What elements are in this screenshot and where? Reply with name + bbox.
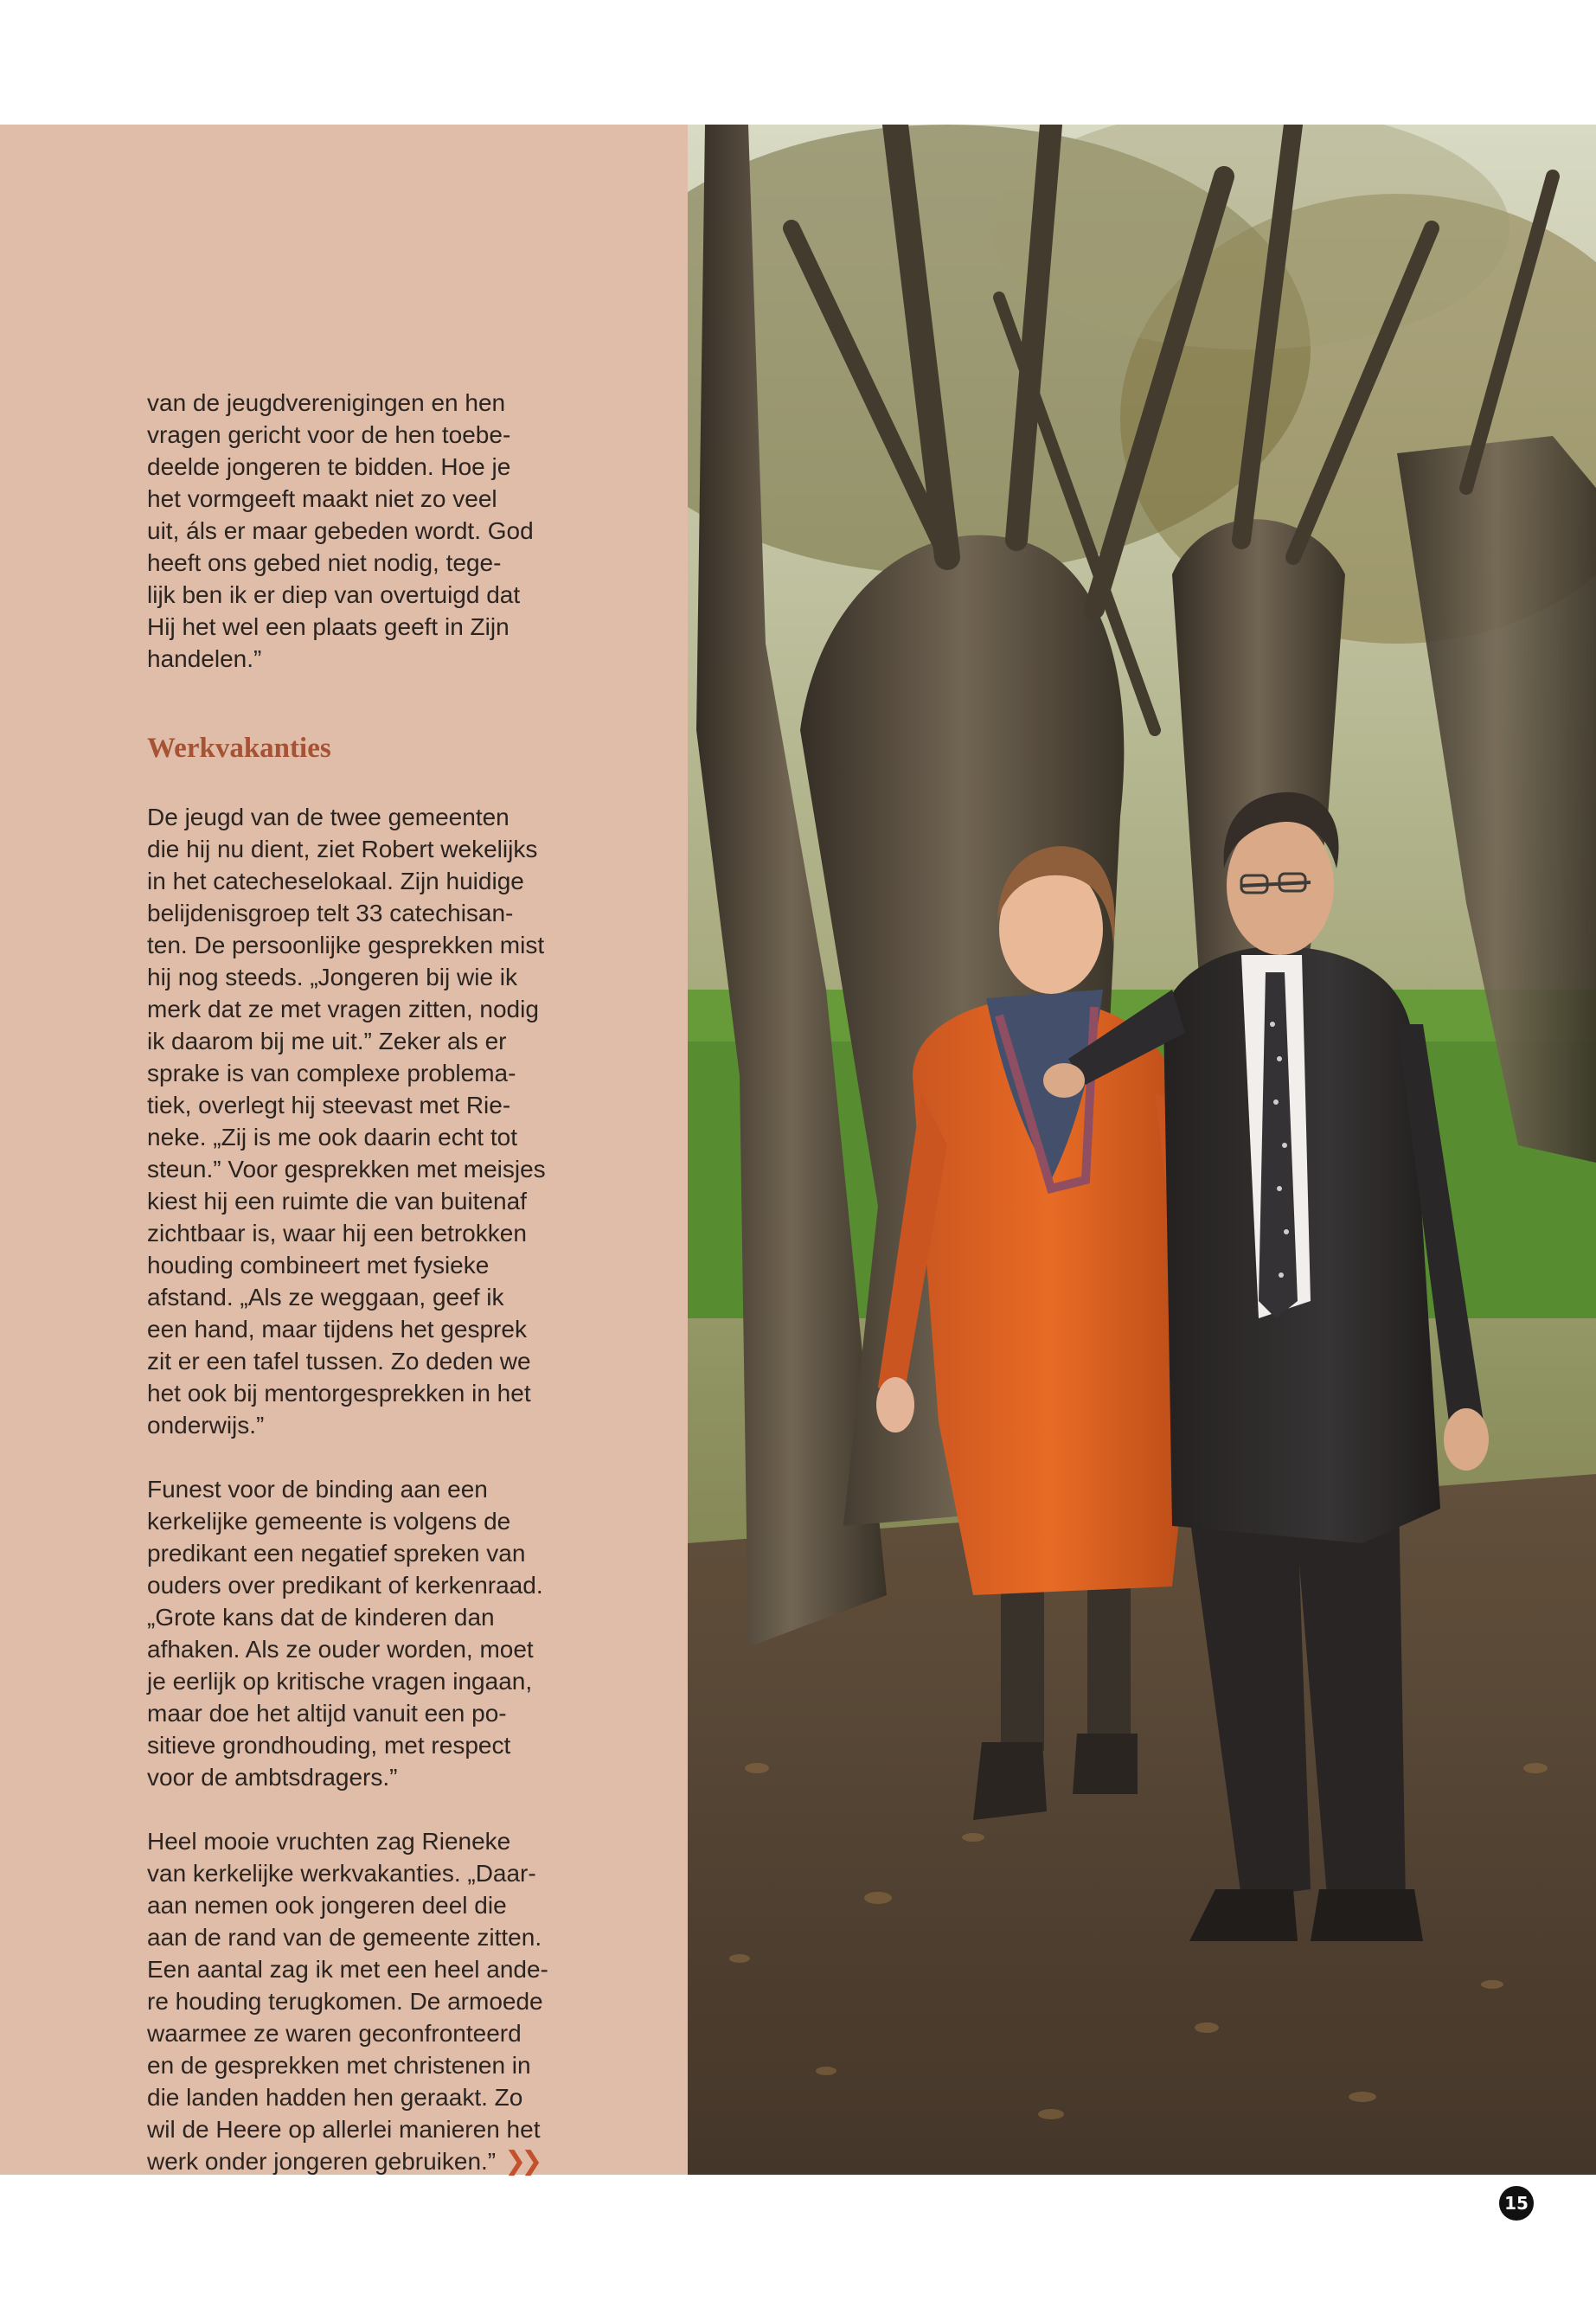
section-heading: Werkvakanties <box>147 733 331 764</box>
article-paragraph: De jeugd van de twee gemeenten die hij nu dient, ziet Robert wekelijks in het catecheselokaal. Zijn huidige belijdenisgroep telt 33 catechisan- ten. De persoonlijke gesprekken mist hij nog steeds. „Jongeren bij wie ik merk dat ze met vragen zitten, nodig ik daarom bij me uit.” Zeker als er sprake is van complexe problema- tiek, overlegt hij steevast met Rie- neke. „Zij is me ook daarin echt tot steun.” Voor gesprekken met meisjes kiest hij een ruimte die van buitenaf zichtbaar is, waar hij een betrokken houding combineert met fysieke afstand. „Als ze weggaan, geef ik een hand, maar tijdens het gesprek zit er een tafel tussen. Zo deden we het ook bij mentorgesprekken in het onderwijs.” <box>147 804 546 1439</box>
article-paragraph-text: Heel mooie vruchten zag Rieneke van kerkelijke werkvakanties. „Daar- aan nemen ook jongeren deel die aan de rand van de gemeente zitten. Een aantal zag ik met een heel ande- re houding terugkomen. De armoede waarmee ze waren geconfronteerd en de gesprekken met christenen in die landen hadden hen geraakt. Zo wil de Heere op allerlei manieren het werk onder jongeren gebruiken.” <box>147 1828 548 2175</box>
end-of-article-icon: ❯❯ <box>504 2147 538 2176</box>
text-panel <box>0 125 688 2175</box>
magazine-page <box>0 125 1596 2214</box>
article-paragraph-last <box>147 1825 597 2177</box>
article-paragraph: van de jeugdverenigingen en hen vragen gericht voor de hen toebe- deelde jongeren te bidden. Hoe je het vormgeeft maakt niet zo veel uit, áls er maar gebeden wordt. God heeft ons gebed niet nodig, tege- lijk ben ik er diep van overtuigd dat Hij het wel een plaats geeft in Zijn handelen.” <box>147 389 534 672</box>
couple-walking-photo <box>688 125 1596 2175</box>
page-number: 15 <box>1499 2186 1534 2221</box>
article-paragraph: Funest voor de binding aan een kerkelijke gemeente is volgens de predikant een negatief spreken van ouders over predikant of kerkenraad. „Grote kans dat de kinderen dan afhaken. Als ze ouder worden, moet je eerlijk op kritische vragen ingaan, maar doe het altijd vanuit een po- sitieve grondhouding, met respect voor de ambtsdragers.” <box>147 1476 543 1791</box>
article-column <box>147 355 597 2209</box>
